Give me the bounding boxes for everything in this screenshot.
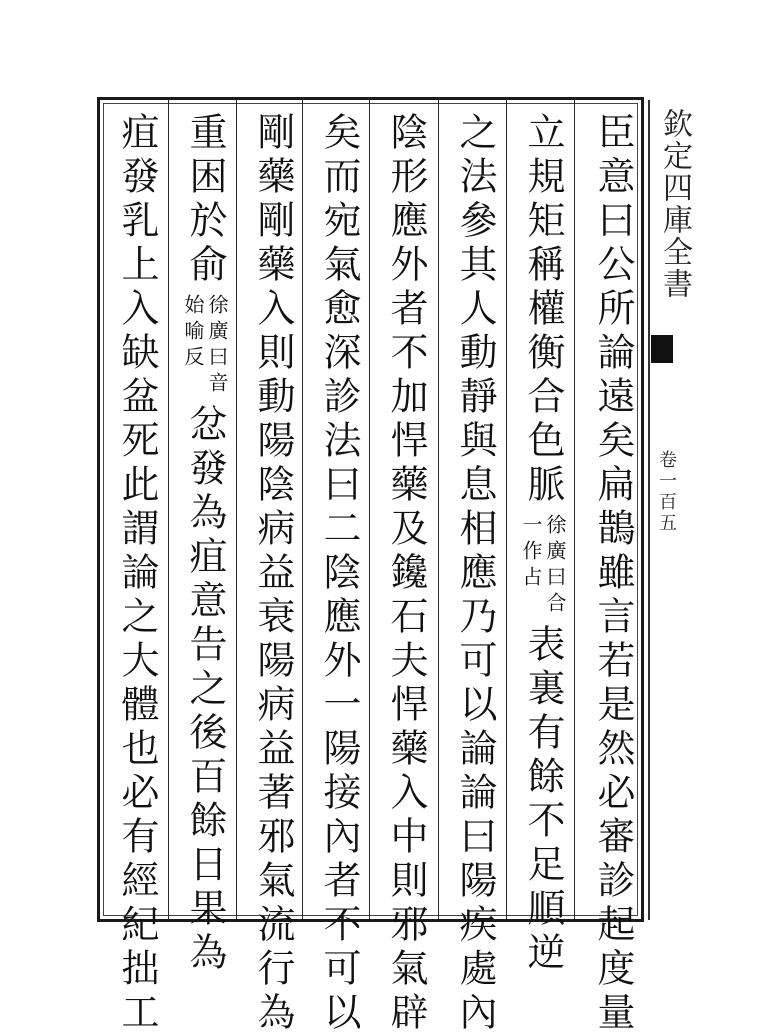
text-column-4 [377, 112, 435, 1036]
volume-label: 卷一百五 [656, 450, 677, 534]
column-rule [302, 100, 303, 919]
text-column-5 [310, 112, 368, 1036]
note-line-right: 徐廣曰合 [543, 514, 567, 618]
note-line-right: 徐廣曰音 [205, 294, 229, 398]
text-column-7 [176, 112, 234, 976]
column-text: 表裏有餘不足順逆 [521, 624, 565, 976]
column-text: 臣意曰公所論遠矣扁鵲雖言若是然必審診起度量 [591, 112, 635, 1036]
column-text: 矣而宛氣愈深診法曰二陰應外一陽接內者不可以 [317, 112, 361, 1036]
column-rule [574, 100, 575, 919]
column-rule [506, 100, 507, 919]
note-line-left: 始喻反 [181, 294, 205, 372]
text-column-2 [514, 112, 572, 976]
book-title: 欽定四庫全書 [657, 108, 692, 300]
column-text: 立規矩稱權衡合色脈 [521, 112, 565, 508]
text-column-1 [584, 112, 642, 1036]
column-text: 陰形應外者不加悍藥及鑱石夫悍藥入中則邪氣辟 [384, 112, 428, 1036]
column-text: 剛藥剛藥入則動陽陰病益衰陽病益著邪氣流行為 [251, 112, 295, 1036]
column-rule [236, 100, 237, 919]
column-rule [438, 100, 439, 919]
column-rule [369, 100, 370, 919]
note-line-left: 一作占 [519, 514, 543, 592]
column-rule [168, 100, 169, 919]
inline-note [183, 294, 227, 398]
fish-tail-mark [651, 335, 673, 363]
inline-note [521, 514, 565, 618]
column-text: 疽發乳上入缺盆死此謂論之大體也必有經紀拙工 [115, 112, 159, 1036]
column-text: 忿發為疽意告之後百餘日果為 [183, 404, 227, 976]
margin-rule [648, 100, 650, 920]
column-text: 重困於俞 [183, 112, 227, 288]
column-text: 之法參其人動靜與息相應乃可以論論曰陽疾處內 [453, 112, 497, 1036]
text-column-3 [446, 112, 504, 1036]
text-column-6 [244, 112, 302, 1036]
text-column-8 [108, 112, 166, 1036]
